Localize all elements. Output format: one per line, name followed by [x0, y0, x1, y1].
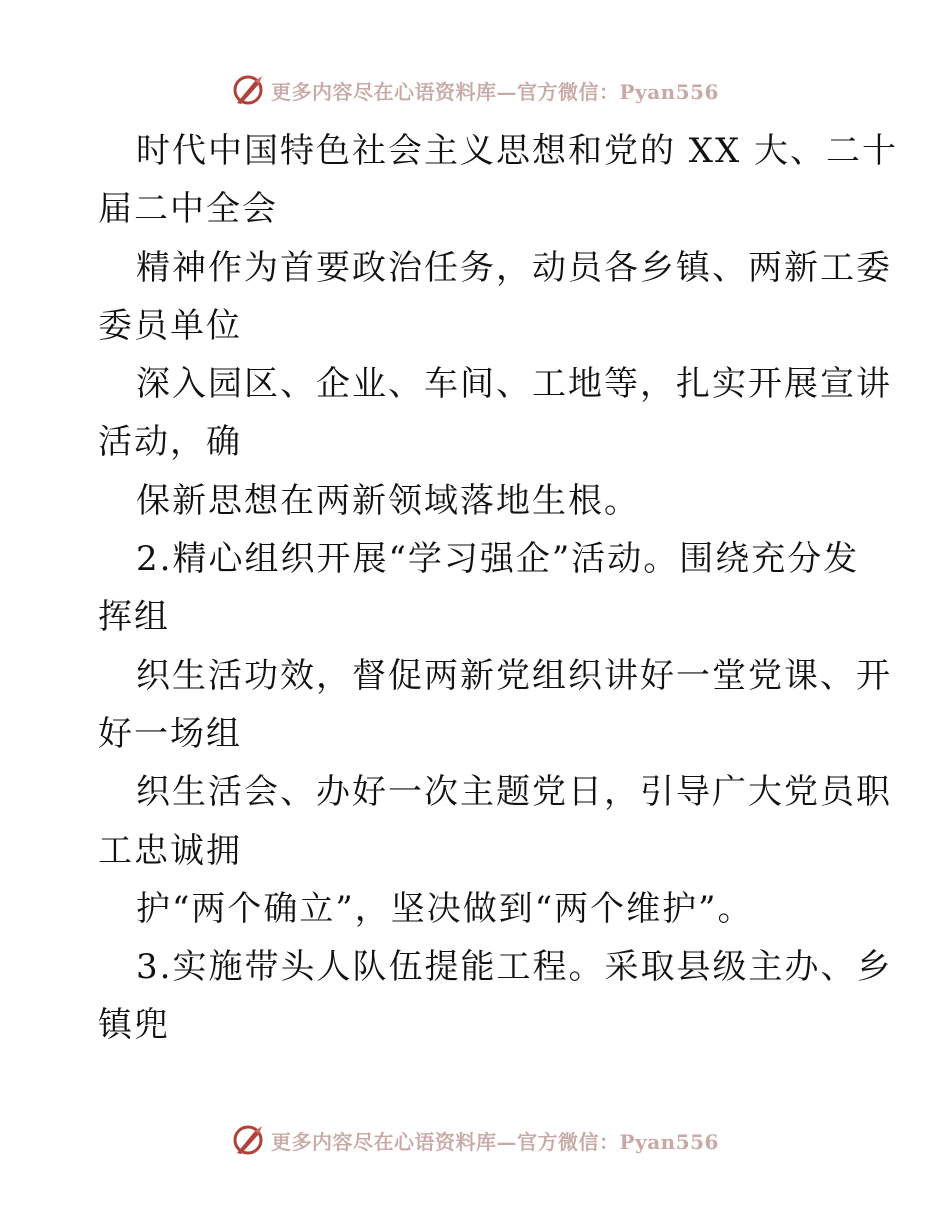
text-line: 委员单位 — [98, 305, 242, 346]
text-line: 2.精心组织开展“学习强企”活动。围绕充分发 — [136, 539, 860, 580]
text-line: 织生活会、办好一次主题党日，引导广大党员职 — [136, 772, 892, 813]
text-line: 深入园区、企业、车间、工地等，扎实开展宣讲 — [136, 364, 892, 405]
text-line: 工忠诚拥 — [98, 830, 242, 871]
text-line: 精神作为首要政治任务，动员各乡镇、两新工委 — [136, 247, 892, 288]
text-line: 织生活功效，督促两新党组织讲好一堂党课、开 — [136, 655, 892, 696]
footer-watermark — [0, 1120, 950, 1160]
quill-pen-logo-icon — [231, 1123, 265, 1157]
text-line: 护“两个确立”，坚决做到“两个维护”。 — [136, 888, 754, 929]
text-line: 活动，确 — [98, 422, 242, 463]
document-body — [98, 122, 899, 1055]
watermark-text: 更多内容尽在心语资料库—官方微信：Pyan556 — [271, 79, 719, 104]
text-line: 好一场组 — [98, 713, 242, 754]
text-line: 3.实施带头人队伍提能工程。采取县级主办、乡 — [136, 947, 893, 988]
quill-pen-logo-icon — [231, 73, 265, 107]
watermark-text: 更多内容尽在心语资料库—官方微信：Pyan556 — [271, 1129, 719, 1154]
text-line: 时代中国特色社会主义思想和党的 XX 大、二十 — [136, 131, 899, 171]
text-line: 镇兜 — [98, 1005, 170, 1046]
text-line: 挥组 — [98, 597, 170, 638]
text-line: 届二中全会 — [98, 189, 278, 230]
header-watermark — [0, 70, 950, 110]
text-line: 保新思想在两新领域落地生根。 — [136, 480, 640, 521]
